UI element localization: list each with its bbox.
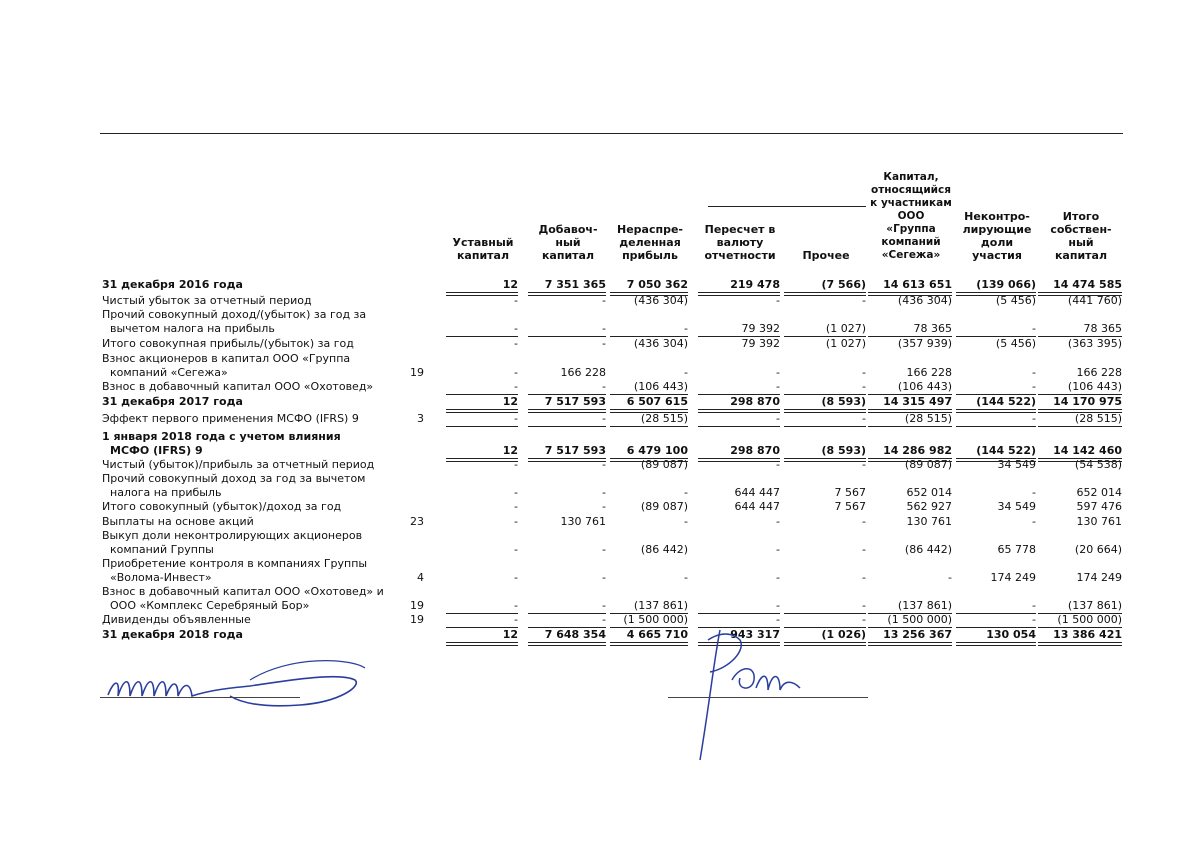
single-rule: [528, 613, 606, 614]
table-cell: 12: [502, 628, 518, 641]
table-cell: 4 665 710: [626, 628, 688, 641]
double-rule: [956, 642, 1036, 643]
table-cell: 130 761: [906, 515, 952, 528]
single-rule: [956, 394, 1036, 395]
double-rule: [698, 409, 780, 410]
table-cell: 14 286 982: [883, 444, 952, 457]
row-label: Прочий совокупный доход за год за вычетом: [102, 472, 366, 485]
single-rule: [956, 336, 1036, 337]
double-rule: [956, 461, 1036, 462]
double-rule: [446, 461, 518, 462]
table-cell: (144 522): [976, 444, 1036, 457]
table-cell: -: [514, 543, 518, 556]
table-cell: -: [862, 380, 866, 393]
table-cell: -: [514, 294, 518, 307]
row-label: Эффект первого применения МСФО (IFRS) 9: [102, 412, 359, 425]
row-note: 19: [410, 599, 424, 612]
table-cell: 79 392: [741, 337, 780, 350]
double-rule: [698, 461, 780, 462]
table-cell: 943 317: [730, 628, 780, 641]
double-rule: [528, 461, 606, 462]
single-rule: [956, 426, 1036, 427]
row-label: Дивиденды объявленные: [102, 613, 251, 626]
table-cell: -: [776, 571, 780, 584]
table-cell: 7 517 593: [544, 395, 606, 408]
table-cell: 166 228: [1076, 366, 1122, 379]
double-rule: [610, 295, 688, 296]
table-cell: (28 515): [1074, 412, 1122, 425]
double-rule: [446, 645, 518, 646]
table-cell: (1 500 000): [887, 613, 952, 626]
table-cell: (8 593): [821, 395, 866, 408]
table-cell: -: [1032, 613, 1036, 626]
table-cell: -: [776, 543, 780, 556]
row-label: компаний Группы: [110, 543, 214, 556]
table-cell: (89 087): [904, 458, 952, 471]
table-cell: 12: [502, 444, 518, 457]
table-cell: (139 066): [976, 278, 1036, 291]
double-rule: [956, 295, 1036, 296]
table-cell: -: [514, 571, 518, 584]
double-rule: [956, 292, 1036, 293]
table-cell: (436 304): [897, 294, 952, 307]
double-rule: [1038, 461, 1122, 462]
double-rule: [446, 292, 518, 293]
row-label: Чистый убыток за отчетный период: [102, 294, 312, 307]
table-cell: 14 613 651: [883, 278, 952, 291]
table-cell: 7 351 365: [544, 278, 606, 291]
table-cell: (86 442): [640, 543, 688, 556]
table-cell: 6 507 615: [626, 395, 688, 408]
table-cell: -: [514, 613, 518, 626]
table-cell: 130 054: [986, 628, 1036, 641]
table-cell: -: [1032, 599, 1036, 612]
row-label: Итого совокупный (убыток)/доход за год: [102, 500, 342, 513]
table-cell: 166 228: [906, 366, 952, 379]
double-rule: [446, 642, 518, 643]
table-cell: (7 566): [821, 278, 866, 291]
single-rule: [784, 394, 866, 395]
single-rule: [610, 336, 688, 337]
right-signature: [670, 610, 810, 770]
double-rule: [784, 412, 866, 413]
double-rule: [528, 458, 606, 459]
table-cell: -: [514, 486, 518, 499]
double-rule: [610, 461, 688, 462]
table-cell: (363 395): [1067, 337, 1122, 350]
table-cell: 13 386 421: [1053, 628, 1122, 641]
double-rule: [610, 412, 688, 413]
double-rule: [868, 292, 952, 293]
double-rule: [956, 645, 1036, 646]
table-cell: -: [602, 613, 606, 626]
row-label: Взнос акционеров в капитал ООО «Группа: [102, 352, 351, 365]
single-rule: [610, 426, 688, 427]
table-cell: (86 442): [904, 543, 952, 556]
table-cell: -: [862, 599, 866, 612]
row-label: МСФО (IFRS) 9: [110, 444, 203, 457]
double-rule: [698, 295, 780, 296]
left-signature: [100, 650, 370, 720]
row-label: Чистый (убыток)/прибыль за отчетный период: [102, 458, 375, 471]
table-cell: (20 664): [1074, 543, 1122, 556]
single-rule: [698, 426, 780, 427]
double-rule: [956, 458, 1036, 459]
single-rule: [1038, 394, 1122, 395]
double-rule: [956, 412, 1036, 413]
table-cell: -: [602, 294, 606, 307]
table-cell: 12: [502, 278, 518, 291]
table-cell: -: [862, 543, 866, 556]
row-note: 19: [410, 366, 424, 379]
row-label: Выплаты на основе акций: [102, 515, 254, 528]
table-cell: (137 861): [633, 599, 688, 612]
table-cell: 652 014: [1076, 486, 1122, 499]
table-cell: (1 500 000): [1057, 613, 1122, 626]
table-cell: 7 517 593: [544, 444, 606, 457]
table-cell: 78 365: [1083, 322, 1122, 335]
table-cell: -: [602, 337, 606, 350]
table-cell: 298 870: [730, 444, 780, 457]
table-cell: 65 778: [997, 543, 1036, 556]
table-cell: 79 392: [741, 322, 780, 335]
row-label: «Волома-Инвест»: [110, 571, 212, 584]
double-rule: [784, 295, 866, 296]
table-cell: (106 443): [897, 380, 952, 393]
double-rule: [610, 409, 688, 410]
table-cell: -: [1032, 412, 1036, 425]
single-rule: [784, 336, 866, 337]
row-label: Выкуп доли неконтролирующих акционеров: [102, 529, 363, 542]
table-cell: (106 443): [633, 380, 688, 393]
double-rule: [528, 295, 606, 296]
table-cell: (1 027): [825, 337, 866, 350]
single-rule: [868, 394, 952, 395]
table-cell: 7 648 354: [544, 628, 606, 641]
table-cell: -: [514, 412, 518, 425]
row-label: налога на прибыль: [110, 486, 222, 499]
table-cell: (137 861): [897, 599, 952, 612]
table-cell: (137 861): [1067, 599, 1122, 612]
table-cell: 7 567: [834, 500, 866, 513]
table-cell: 644 447: [734, 500, 780, 513]
single-rule: [1038, 426, 1122, 427]
table-cell: -: [1032, 380, 1036, 393]
table-cell: -: [776, 613, 780, 626]
table-cell: -: [862, 613, 866, 626]
single-rule: [698, 336, 780, 337]
double-rule: [868, 461, 952, 462]
header-rule: [100, 133, 1123, 134]
table-cell: -: [602, 571, 606, 584]
table-cell: 644 447: [734, 486, 780, 499]
table-cell: 14 170 975: [1053, 395, 1122, 408]
table-cell: 34 549: [997, 458, 1036, 471]
double-rule: [610, 458, 688, 459]
table-cell: 130 761: [560, 515, 606, 528]
row-note: 19: [410, 613, 424, 626]
table-cell: 14 315 497: [883, 395, 952, 408]
table-cell: 14 142 460: [1053, 444, 1122, 457]
single-rule: [446, 627, 518, 628]
table-cell: -: [514, 458, 518, 471]
single-rule: [956, 627, 1036, 628]
table-cell: -: [776, 366, 780, 379]
double-rule: [868, 295, 952, 296]
table-cell: -: [602, 500, 606, 513]
row-note: 3: [417, 412, 424, 425]
table-cell: 174 249: [1076, 571, 1122, 584]
column-header: Нераспре- деленная прибыль: [617, 223, 683, 262]
column-header: Пересчет в валюту отчетности: [704, 223, 776, 262]
table-cell: -: [862, 515, 866, 528]
table-cell: -: [776, 515, 780, 528]
table-cell: 130 761: [1076, 515, 1122, 528]
single-rule: [868, 426, 952, 427]
table-cell: -: [514, 599, 518, 612]
single-rule: [528, 336, 606, 337]
double-rule: [1038, 292, 1122, 293]
double-rule: [528, 412, 606, 413]
table-cell: (441 760): [1067, 294, 1122, 307]
double-rule: [1038, 409, 1122, 410]
table-cell: -: [514, 322, 518, 335]
table-cell: -: [1032, 322, 1036, 335]
table-cell: 652 014: [906, 486, 952, 499]
column-header: Неконтро- лирующие доли участия: [962, 210, 1032, 262]
table-cell: -: [684, 486, 688, 499]
table-cell: 12: [502, 395, 518, 408]
table-cell: (5 456): [995, 294, 1036, 307]
oci-group-rule: [708, 206, 866, 207]
single-rule: [528, 394, 606, 395]
table-cell: (1 027): [825, 322, 866, 335]
table-cell: (436 304): [633, 337, 688, 350]
table-cell: -: [514, 366, 518, 379]
table-cell: -: [776, 458, 780, 471]
column-header: Уставный капитал: [452, 236, 514, 262]
single-rule: [610, 394, 688, 395]
row-label: компаний «Сегежа»: [110, 366, 228, 379]
table-cell: 562 927: [906, 500, 952, 513]
table-cell: -: [862, 366, 866, 379]
table-cell: -: [602, 322, 606, 335]
double-rule: [446, 458, 518, 459]
table-cell: -: [776, 599, 780, 612]
table-cell: 219 478: [730, 278, 780, 291]
table-cell: (5 456): [995, 337, 1036, 350]
double-rule: [528, 292, 606, 293]
row-label: 1 января 2018 года с учетом влияния: [102, 430, 341, 443]
single-rule: [446, 613, 518, 614]
single-rule: [446, 336, 518, 337]
table-cell: -: [862, 458, 866, 471]
row-label: 31 декабря 2016 года: [102, 278, 243, 291]
column-header: Добавоч- ный капитал: [538, 223, 598, 262]
single-rule: [1038, 336, 1122, 337]
table-cell: -: [684, 322, 688, 335]
table-cell: 14 474 585: [1053, 278, 1122, 291]
double-rule: [784, 292, 866, 293]
double-rule: [1038, 645, 1122, 646]
double-rule: [698, 292, 780, 293]
table-cell: 298 870: [730, 395, 780, 408]
table-cell: -: [862, 294, 866, 307]
double-rule: [868, 645, 952, 646]
right-signature-line: [668, 697, 868, 698]
table-cell: -: [776, 294, 780, 307]
single-rule: [528, 627, 606, 628]
table-cell: -: [862, 571, 866, 584]
single-rule: [868, 336, 952, 337]
double-rule: [868, 409, 952, 410]
table-cell: -: [684, 366, 688, 379]
table-cell: -: [602, 543, 606, 556]
double-rule: [528, 645, 606, 646]
double-rule: [698, 458, 780, 459]
table-cell: -: [1032, 515, 1036, 528]
double-rule: [1038, 458, 1122, 459]
single-rule: [868, 627, 952, 628]
double-rule: [1038, 412, 1122, 413]
table-cell: (89 087): [640, 500, 688, 513]
single-rule: [868, 613, 952, 614]
table-cell: -: [514, 515, 518, 528]
column-header: Капитал, относящийся к участникам ООО «Группа компаний «Сегежа»: [870, 171, 952, 261]
table-cell: 13 256 367: [883, 628, 952, 641]
table-cell: -: [684, 515, 688, 528]
table-cell: -: [948, 571, 952, 584]
table-cell: (28 515): [640, 412, 688, 425]
row-label: 31 декабря 2018 года: [102, 628, 243, 641]
row-label: Прочий совокупный доход/(убыток) за год за: [102, 308, 367, 321]
row-note: 4: [417, 571, 424, 584]
double-rule: [868, 458, 952, 459]
table-cell: 34 549: [997, 500, 1036, 513]
table-cell: -: [602, 458, 606, 471]
table-cell: 7 567: [834, 486, 866, 499]
double-rule: [868, 412, 952, 413]
row-label: 31 декабря 2017 года: [102, 395, 243, 408]
double-rule: [1038, 295, 1122, 296]
table-cell: (357 939): [897, 337, 952, 350]
double-rule: [528, 642, 606, 643]
table-cell: 166 228: [560, 366, 606, 379]
single-rule: [956, 613, 1036, 614]
table-cell: (89 087): [640, 458, 688, 471]
table-cell: 174 249: [990, 571, 1036, 584]
table-cell: -: [602, 599, 606, 612]
single-rule: [528, 426, 606, 427]
table-cell: 6 479 100: [626, 444, 688, 457]
single-rule: [1038, 613, 1122, 614]
column-header: Прочее: [802, 249, 850, 262]
table-cell: 597 476: [1076, 500, 1122, 513]
table-cell: -: [776, 380, 780, 393]
table-cell: -: [514, 380, 518, 393]
table-cell: (54 538): [1074, 458, 1122, 471]
double-rule: [446, 412, 518, 413]
table-cell: (1 500 000): [623, 613, 688, 626]
double-rule: [446, 295, 518, 296]
column-header: Итого собствен- ный капитал: [1050, 210, 1112, 262]
row-label: ООО «Комплекс Серебряный Бор»: [110, 599, 310, 612]
single-rule: [784, 426, 866, 427]
double-rule: [610, 292, 688, 293]
double-rule: [784, 461, 866, 462]
table-cell: (436 304): [633, 294, 688, 307]
table-cell: -: [602, 486, 606, 499]
table-cell: 7 050 362: [626, 278, 688, 291]
table-cell: -: [1032, 486, 1036, 499]
single-rule: [698, 394, 780, 395]
row-note: 23: [410, 515, 424, 528]
single-rule: [446, 394, 518, 395]
table-cell: -: [514, 337, 518, 350]
double-rule: [784, 458, 866, 459]
table-cell: -: [602, 380, 606, 393]
double-rule: [956, 409, 1036, 410]
table-cell: (1 026): [821, 628, 866, 641]
row-label: Взнос в добавочный капитал ООО «Охотовед» и: [102, 585, 384, 598]
table-cell: -: [862, 412, 866, 425]
table-cell: -: [514, 500, 518, 513]
double-rule: [784, 409, 866, 410]
double-rule: [698, 412, 780, 413]
row-label: вычетом налога на прибыль: [110, 322, 275, 335]
table-cell: 78 365: [913, 322, 952, 335]
table-cell: (106 443): [1067, 380, 1122, 393]
double-rule: [446, 409, 518, 410]
table-cell: (144 522): [976, 395, 1036, 408]
left-signature-line: [100, 697, 300, 698]
double-rule: [1038, 642, 1122, 643]
row-label: Итого совокупная прибыль/(убыток) за год: [102, 337, 354, 350]
single-rule: [446, 426, 518, 427]
table-cell: -: [776, 412, 780, 425]
table-cell: -: [602, 412, 606, 425]
table-cell: -: [1032, 366, 1036, 379]
table-cell: (28 515): [904, 412, 952, 425]
table-cell: (8 593): [821, 444, 866, 457]
double-rule: [868, 642, 952, 643]
row-label: Взнос в добавочный капитал ООО «Охотовед»: [102, 380, 374, 393]
row-label: Приобретение контроля в компаниях Группы: [102, 557, 368, 570]
double-rule: [528, 409, 606, 410]
table-cell: -: [684, 571, 688, 584]
single-rule: [1038, 627, 1122, 628]
